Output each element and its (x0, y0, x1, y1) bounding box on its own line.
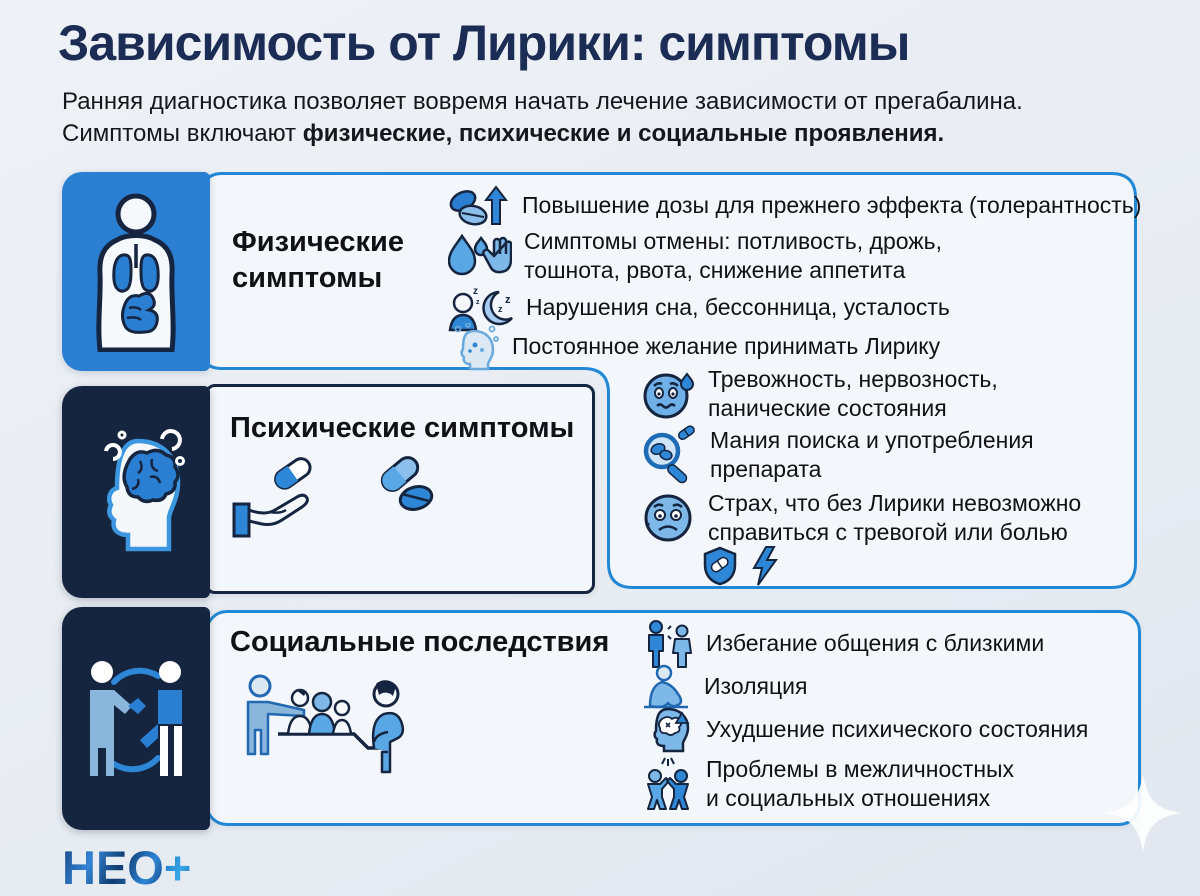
neo-plus-logo (62, 840, 191, 895)
human-body-organs-icon (81, 192, 191, 352)
sweat-tremor-hand-icon (448, 230, 512, 282)
psych-extra-icons (702, 546, 778, 586)
pills-dose-up-icon (448, 184, 510, 228)
list-item-text: Мания поиска и употребления препарата (710, 426, 1034, 482)
social-card-title: Социальные последствия (230, 626, 610, 658)
list-item-text: Страх, что без Лирики невозможно справиться с тревогой или болью (708, 489, 1082, 545)
list-item-social-4 (642, 752, 1014, 816)
list-item-text: Тревожность, нервозность, панические состояния (708, 365, 998, 421)
psych-card-title: Психические симптомы (230, 412, 575, 444)
list-item-physical-2 (448, 226, 942, 286)
physical-card-title: Физические симптомы (232, 226, 405, 294)
list-item-psych-2 (640, 424, 1034, 486)
page-subtitle (62, 86, 1023, 150)
list-item-text: Проблемы в межличностных и социальных отношениях (706, 755, 1015, 811)
svg-text:z: z (498, 304, 503, 314)
list-item-text: Повышение дозы для прежнего эффекта (толерантность) (522, 192, 1142, 219)
conflict-icon (642, 756, 694, 812)
social-group-icon (238, 668, 418, 788)
isolation-icon (642, 664, 692, 710)
list-item-physical-4 (448, 326, 940, 368)
list-item-text: Ухудшение психического состояния (706, 716, 1089, 743)
list-item-psych-3 (640, 488, 1081, 548)
svg-text:z: z (505, 294, 511, 306)
list-item-text: Симптомы отмены: потливость, дрожь, тошнота, рвота, снижение аппетита (524, 227, 943, 283)
search-drug-icon (640, 425, 698, 485)
psych-card-square (62, 386, 210, 598)
list-item-text: Изоляция (704, 673, 808, 700)
pills-icon (366, 452, 444, 518)
page-title: Зависимость от Лирики: симптомы (58, 15, 910, 71)
shield-pill-icon (702, 546, 738, 586)
list-item-social-2 (642, 666, 807, 708)
list-item-social-1 (642, 620, 1044, 668)
subtitle-line-1: Ранняя диагностика позволяет вовремя начать лечение зависимости от прегабалина. (62, 88, 1023, 115)
svg-text:z: z (476, 299, 480, 306)
head-brain-icon (78, 427, 194, 557)
svg-text:z: z (473, 286, 478, 297)
list-item-text: Избегание общения с близкими (706, 630, 1045, 657)
fearful-face-icon (640, 490, 696, 546)
hand-giving-capsule-icon (230, 452, 338, 548)
logo-text-neo: НЕО (62, 841, 164, 894)
sparkle-icon (1102, 772, 1184, 854)
psych-card-illustrations (230, 452, 444, 548)
logo-text-plus: + (163, 841, 192, 894)
anxious-face-icon (640, 366, 696, 422)
list-item-social-3 (642, 706, 1088, 754)
physical-card-square (62, 172, 210, 371)
list-item-psych-1 (640, 364, 998, 424)
mental-decline-icon (642, 705, 694, 755)
lightning-icon (752, 546, 778, 586)
people-handshake-icon (76, 654, 196, 784)
avoid-contact-icon (642, 619, 694, 669)
list-item-text: Нарушения сна, бессонница, усталость (526, 294, 950, 321)
craving-head-icon (448, 323, 500, 371)
subtitle-line-2: Симптомы включают физические, психические и социальные проявления. (62, 120, 945, 147)
list-item-physical-1 (448, 186, 1141, 226)
social-card-square (62, 607, 210, 830)
list-item-text: Постоянное желание принимать Лирику (512, 333, 941, 360)
list-item-physical-3 (448, 284, 950, 332)
